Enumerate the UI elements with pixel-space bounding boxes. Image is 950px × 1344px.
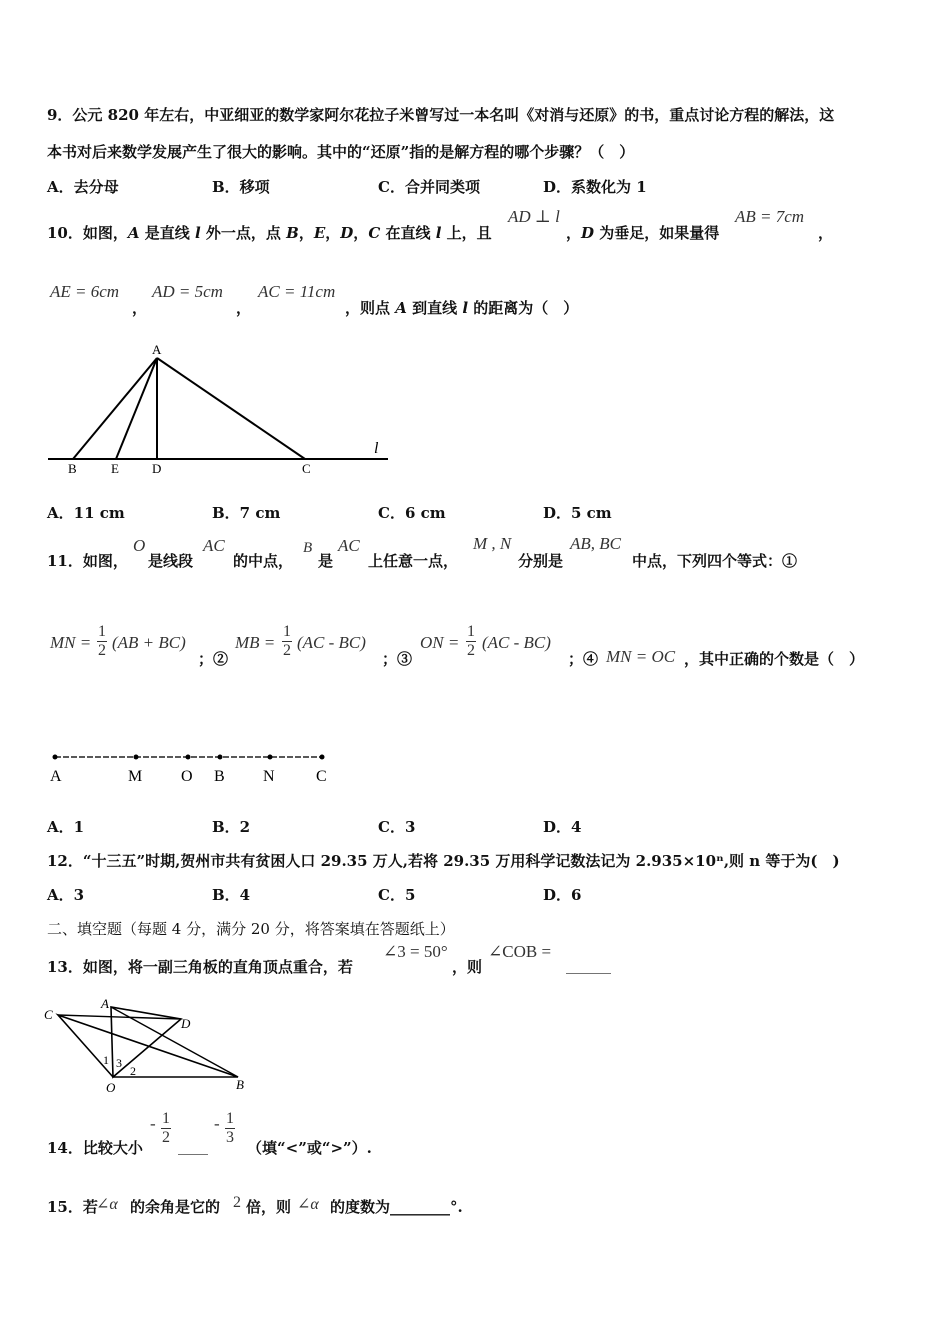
q11-eq2-lhs: MB =	[235, 633, 276, 652]
q11-eq1-frac: $\frac{1}{2}$	[98, 623, 106, 659]
label-l: l	[374, 440, 379, 457]
q15-text-complement: 的余角是它的	[130, 1198, 221, 1216]
label-c: C	[302, 461, 311, 476]
label-n: N	[263, 768, 275, 785]
q11-eq3-rhs: (AC - BC)	[482, 633, 551, 652]
q10-stem-tail: ，则点 A 到直线 l 的距离为（ ）	[345, 299, 579, 317]
q11-stem-tail: ，其中正确的个数是（ ）	[684, 650, 865, 668]
label-a: A	[50, 768, 62, 785]
q11-option-d: D．4	[543, 818, 582, 836]
label-b: B	[214, 768, 225, 785]
q10-sep1: ，	[132, 299, 148, 317]
q10-math-ae: AE = 6cm	[50, 282, 120, 301]
q10-stem-mid: ，D 为垂足，如果量得	[566, 224, 720, 242]
q14-neg-sign1: -	[150, 1114, 156, 1133]
q10-math-ac: AC = 11cm	[258, 282, 336, 301]
q14-frac2: $\frac{1}{3}$	[226, 1110, 234, 1146]
q13-answer-blank: ______	[566, 956, 611, 974]
q12-option-c: C．5	[378, 886, 416, 904]
q10-option-d: D．5 cm	[543, 504, 612, 522]
q11-sep1: ；②	[198, 650, 229, 668]
label-o: O	[181, 768, 193, 785]
q11-math-mn: M , N	[473, 534, 512, 553]
q13-stem: 13．如图，将一副三角板的直角顶点重合，若	[47, 958, 353, 976]
q10-math-ab: AB = 7cm	[735, 207, 805, 226]
q15-math-alpha2: ∠α	[297, 1196, 319, 1213]
point-o	[186, 755, 191, 760]
q15-prefix: 15．若	[47, 1198, 98, 1216]
label-angle1: 1	[103, 1053, 109, 1067]
label-a: A	[101, 996, 109, 1011]
q11-math-b: B	[303, 540, 313, 556]
q10-stem-line1: 10．如图，A 是直线 l 外一点，点 B，E，D，C 在直线 l 上，且	[47, 224, 492, 242]
point-c	[320, 755, 325, 760]
label-b: B	[68, 461, 77, 476]
q11-option-b: B．2	[212, 818, 251, 836]
q11-eq2-frac: $\frac{1}{2}$	[283, 623, 291, 659]
q15-text-times: 倍，则	[246, 1198, 292, 1216]
label-angle2: 2	[130, 1064, 136, 1078]
q11-eq2-rhs: (AC - BC)	[297, 633, 366, 652]
q13-math-angle-cob: ∠COB =	[488, 942, 552, 961]
q15-math-two: 2	[233, 1194, 241, 1211]
q13-figure	[38, 995, 253, 1097]
label-e: E	[111, 461, 119, 476]
q15-text-degree-blank: 的度数为________°.	[330, 1198, 463, 1216]
q9-option-b: B．移项	[212, 178, 270, 196]
q14-answer-blank: ____	[178, 1137, 208, 1155]
q11-figure	[40, 745, 340, 790]
q14-frac1: $\frac{1}{2}$	[162, 1110, 170, 1146]
q12-option-a: A．3	[47, 886, 85, 904]
q15-math-alpha1: ∠α	[96, 1196, 118, 1213]
label-m: M	[128, 768, 143, 785]
q11-text-respectively: 分别是	[518, 552, 564, 570]
point-m	[134, 755, 139, 760]
triangle-cob	[58, 1015, 238, 1077]
q11-sep2: ；③	[382, 650, 413, 668]
label-c: C	[316, 768, 327, 785]
q10-option-b: B．7 cm	[212, 504, 281, 522]
q11-eq1-rhs: (AB + BC)	[112, 633, 186, 652]
q13-text-then: ，则	[452, 958, 483, 976]
q11-text-is: 是	[318, 552, 334, 570]
label-a: A	[152, 342, 162, 357]
q11-eq3-frac: $\frac{1}{2}$	[467, 623, 475, 659]
label-d: D	[181, 1016, 191, 1031]
q12-option-d: D．6	[543, 886, 582, 904]
q10-math-ad: AD = 5cm	[152, 282, 223, 301]
label-angle3: 3	[116, 1056, 122, 1070]
q11-option-a: A．1	[47, 818, 85, 836]
q11-text-anypoint: 上任意一点，	[368, 552, 459, 570]
q9-line2: 本书对后来数学发展产生了很大的影响。其中的“还原”指的是解方程的哪个步骤？（ ）	[47, 143, 635, 161]
q11-text-midpoint: 的中点，	[233, 552, 294, 570]
q10-comma: ，	[818, 224, 834, 242]
section-title-fill-in: 二、填空题（每题 4 分，满分 20 分，将答案填在答题纸上）	[47, 920, 455, 938]
q10-figure	[40, 340, 400, 480]
segment-ae	[116, 358, 157, 459]
q11-eq4: MN = OC	[606, 647, 676, 666]
q14-stem: 14．比较大小	[47, 1139, 143, 1157]
q12-stem: 12．“十三五”时期,贺州市共有贫困人口 29.35 万人,若将 29.35 万用科学记数法记为 2.935×10ⁿ,则 n 等于为( )	[47, 852, 840, 870]
q11-math-ac2: AC	[338, 536, 360, 555]
point-a	[53, 755, 58, 760]
label-b: B	[236, 1077, 244, 1092]
label-d: D	[152, 461, 162, 476]
q11-eq3-lhs: ON =	[420, 633, 460, 652]
point-n	[268, 755, 273, 760]
label-c: C	[44, 1007, 53, 1022]
q11-math-o: O	[133, 536, 146, 555]
label-o: O	[106, 1080, 116, 1095]
point-b	[218, 755, 223, 760]
q11-text-equations-intro: 中点，下列四个等式：①	[632, 552, 798, 570]
q11-prefix: 11．如图，	[47, 552, 128, 570]
q10-option-a: A．11 cm	[47, 504, 125, 522]
segment-ac	[157, 358, 305, 459]
q9-option-d: D．系数化为 1	[543, 178, 647, 196]
q11-text-segment: 是线段	[148, 552, 194, 570]
q11-math-ac1: AC	[203, 536, 225, 555]
q10-option-c: C．6 cm	[378, 504, 446, 522]
segment-ab	[73, 358, 157, 459]
q9-option-c: C．合并同类项	[378, 178, 480, 196]
q9-option-a: A．去分母	[47, 178, 119, 196]
q10-sep2: ，	[236, 299, 252, 317]
q11-sep3: ；④	[568, 650, 599, 668]
q9-line1: 9．公元 820 年左右，中亚细亚的数学家阿尔花拉子米曾写过一本名叫《对消与还原》的书，重点讨论方程的解法，这	[47, 106, 835, 124]
q10-math-ad-perp-l: AD ⊥ l	[508, 207, 560, 226]
q11-option-c: C．3	[378, 818, 416, 836]
q11-math-ab-bc: AB, BC	[570, 534, 621, 553]
q12-option-b: B．4	[212, 886, 251, 904]
q14-instruction: （填“<”或“>”）.	[247, 1139, 372, 1157]
q13-math-angle3: ∠3 = 50°	[383, 942, 448, 961]
q11-eq1-lhs: MN =	[50, 633, 92, 652]
q14-neg-sign2: -	[214, 1114, 220, 1133]
